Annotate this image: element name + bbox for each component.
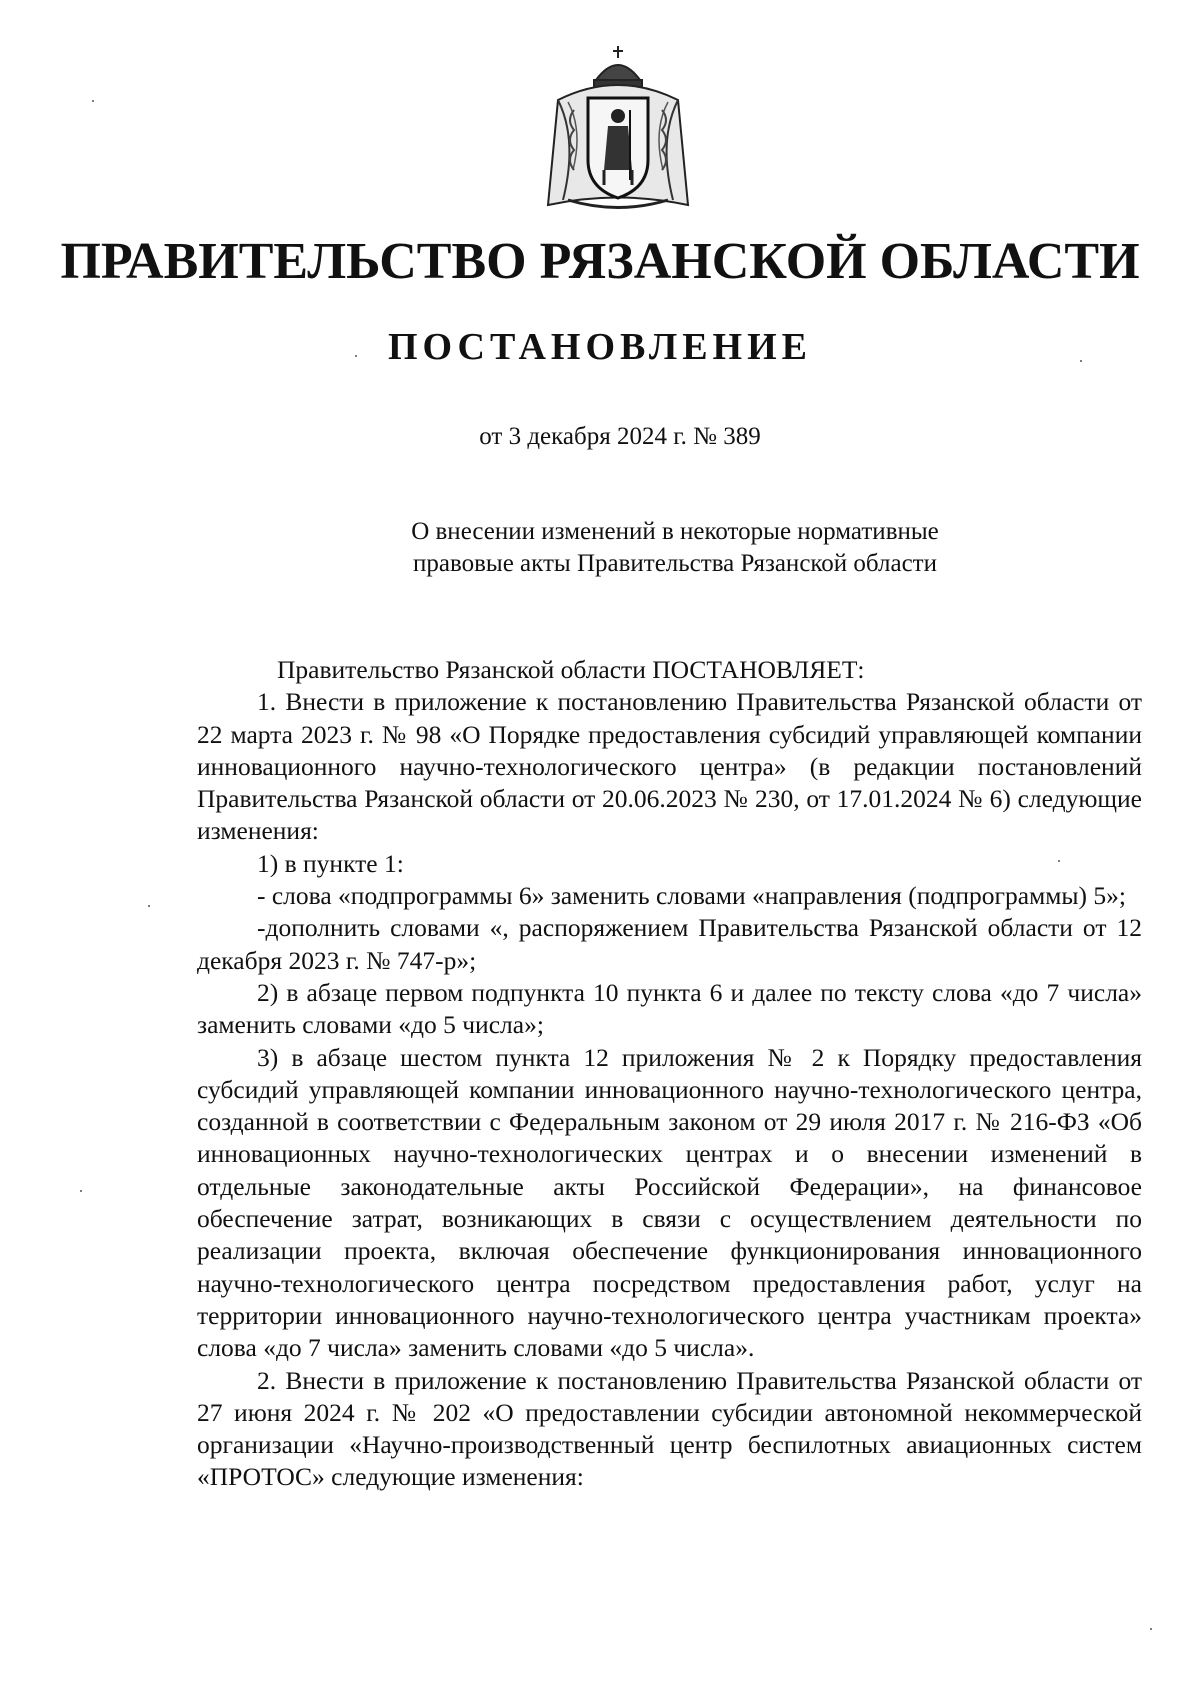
subject-line: О внесении изменений в некоторые нормативные	[411, 518, 939, 545]
body-paragraph: 2. Внести в приложение к постановлению Правительства Рязанской области от 27 июня 2024 г. № 202 «О предоставлении субсидии автономной некоммерческой организации «Научно-производственный центр беспилотных авиационных систем «ПРОТОС» следующие изменения:	[197, 1365, 1142, 1492]
body-paragraph: 1) в пункте 1:	[257, 848, 404, 878]
body-paragraph: 2) в абзаце первом подпункта 10 пункта 6 и далее по тексту слова «до 7 числа» заменить словами «до 5 числа»;	[197, 977, 1142, 1040]
document-body	[197, 654, 1142, 1494]
document-subject	[365, 516, 985, 580]
body-paragraph: -дополнить словами «, распоряжением Правительства Рязанской области от 12 декабря 2023 г. № 747-р»;	[197, 913, 1142, 975]
body-paragraph: 3) в абзаце шестом пункта 12 приложения № 2 к Порядку предоставления субсидий управляющей компании инновационного научно-технологического центра, созданной в соответствии с Федеральным законом от 29 июля 2017 г. № 216-ФЗ «Об инновационных научно-технологических центрах и о внесении изменений в отдельные законодательные акты Российской Федерации», на финансовое обеспечение затрат, возникающих в связи с осуществлением деятельности по реализации проекта, включая обеспечение функционирования инновационного научно-технологического центра посредством предоставления работ, услуг на территории инновационного научно-технологического центра участникам проекта» слова «до 7 числа» заменить словами «до 5 числа».	[197, 1042, 1142, 1363]
body-paragraph: 1. Внести в приложение к постановлению Правительства Рязанской области от 22 марта 2023 г. № 98 «О Порядке предоставления субсидий управляющей компании инновационного научно-технологического центра» (в редакции постановлений Правительства Рязанской области от 20.06.2023 № 230, от 17.01.2024 № 6) следующие изменения:	[197, 687, 1142, 846]
scan-speck	[92, 100, 94, 102]
scan-speck	[1058, 860, 1060, 862]
document-date-number: от 3 декабря 2024 г. № 389	[479, 423, 761, 450]
scan-speck	[1080, 360, 1082, 362]
organization-title: ПРАВИТЕЛЬСТВО РЯЗАНСКОЙ ОБЛАСТИ	[60, 233, 1140, 290]
ryazan-coat-of-arms-icon	[538, 40, 698, 220]
document-type-title: ПОСТАНОВЛЕНИЕ	[387, 326, 813, 368]
body-paragraph: Правительство Рязанской области ПОСТАНОВЛЯЕТ:	[277, 655, 865, 684]
scan-speck	[148, 905, 150, 907]
scan-speck	[1150, 1628, 1152, 1630]
scan-speck	[80, 1190, 82, 1192]
scan-speck	[355, 355, 357, 357]
body-paragraph: - слова «подпрограммы 6» заменить словами «направления (подпрограммы) 5»;	[257, 881, 1126, 911]
subject-line: правовые акты Правительства Рязанской области	[413, 550, 937, 577]
